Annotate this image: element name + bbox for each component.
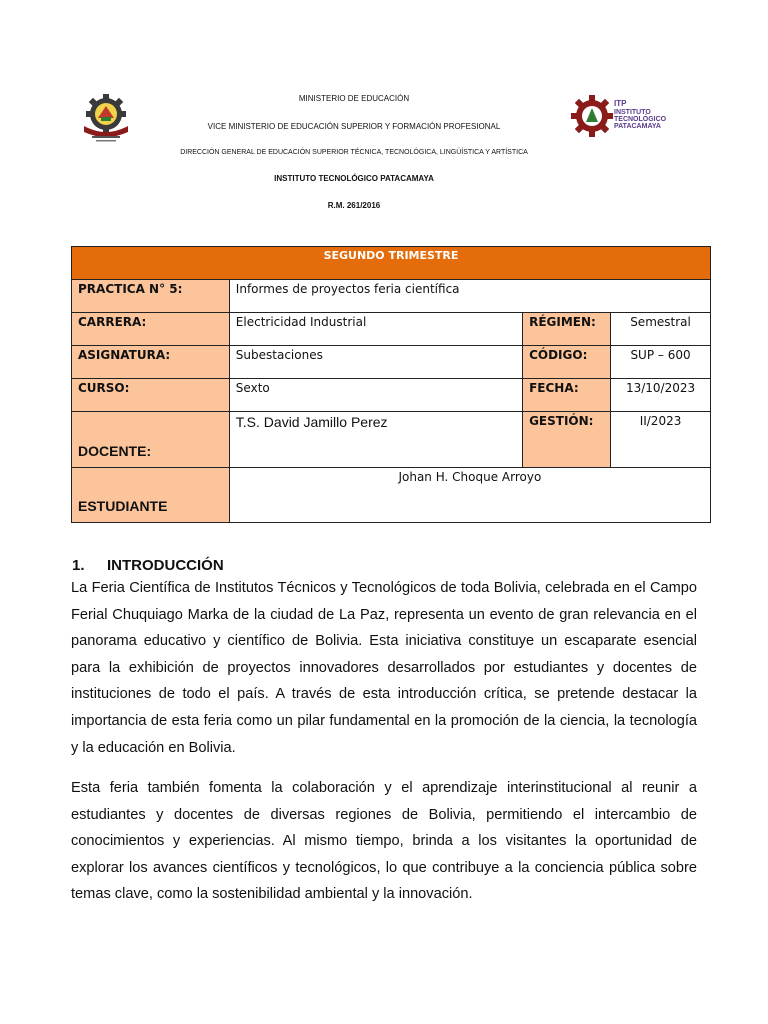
course-info-table bbox=[71, 246, 711, 523]
curso-label: CURSO: bbox=[72, 379, 230, 412]
carrera-value: Electricidad Industrial bbox=[229, 313, 522, 346]
table-row bbox=[72, 280, 711, 313]
carrera-label: CARRERA: bbox=[72, 313, 230, 346]
table-row bbox=[72, 346, 711, 379]
docente-label: DOCENTE: bbox=[72, 412, 230, 468]
header-ministry: MINISTERIO DE EDUCACIÓN bbox=[298, 94, 410, 103]
table-title-row bbox=[72, 247, 711, 280]
intro-paragraph-1: La Feria Científica de Institutos Técnicos y Tecnológicos de toda Bolivia, celebrada en el Campo Ferial Chuquiago Marka de la ciudad de La Paz, representa un evento de gran relevancia en el panorama educativo y científico de Bolivia. Esta iniciativa constituye un escaparate esencial para la exhibición de proyectos innovadores desarrollados por estudiantes y docentes de instituciones de todo el país. A través de esta introducción crítica, se pretende destacar la importancia de esta feria como un pilar fundamental en la promoción de la ciencia, la tecnología y la educación en Bolivia. bbox=[71, 580, 697, 756]
section-title: INTRODUCCIÓN bbox=[107, 557, 224, 574]
header-rm: R.M. 261/2016 bbox=[327, 201, 381, 210]
asignatura-value: Subestaciones bbox=[229, 346, 522, 379]
codigo-value: SUP – 600 bbox=[611, 346, 711, 379]
header-direction: DIRECCIÓN GENERAL DE EDUCACIÓN SUPERIOR TÉCNICA, TECNOLÓGICA, LINGÜÍSTICA Y ARTÍSTICA bbox=[180, 149, 528, 156]
practica-value: Informes de proyectos feria científica bbox=[229, 280, 710, 313]
gestion-value: II/2023 bbox=[611, 412, 711, 468]
table-row bbox=[72, 468, 711, 523]
svg-text:PATACAMAYA: PATACAMAYA bbox=[614, 123, 661, 130]
table-row bbox=[72, 379, 711, 412]
header-institute: INSTITUTO TECNOLÓGICO PATACAMAYA bbox=[274, 174, 434, 183]
svg-text:INSTITUTO: INSTITUTO bbox=[614, 109, 651, 116]
fecha-label: FECHA: bbox=[523, 379, 611, 412]
section-heading bbox=[72, 557, 224, 574]
asignatura-label: ASIGNATURA: bbox=[72, 346, 230, 379]
regimen-value: Semestral bbox=[611, 313, 711, 346]
gestion-label: GESTIÓN: bbox=[523, 412, 611, 468]
table-row bbox=[72, 313, 711, 346]
curso-value: Sexto bbox=[229, 379, 522, 412]
docente-value: T.S. David Jamillo Perez bbox=[229, 412, 522, 468]
intro-paragraph-2: Esta feria también fomenta la colaboración y el aprendizaje interinstitucional al reunir a estudiantes y docentes de diversas regiones de Bolivia, permitiendo el intercambio de conocimientos y experiencias. Al mismo tiempo, brinda a los visitantes la oportunidad de explorar los avances científicos y tecnológicos, lo que contribuye a la conciencia pública sobre temas clave, como la sostenibilidad ambiental y la innovación. bbox=[71, 780, 697, 903]
fecha-value: 13/10/2023 bbox=[611, 379, 711, 412]
svg-text:ITP: ITP bbox=[614, 99, 627, 108]
header-vice-ministry: VICE MINISTERIO DE EDUCACIÓN SUPERIOR Y FORMACIÓN PROFESIONAL bbox=[207, 122, 501, 131]
practica-label: PRACTICA N° 5: bbox=[72, 280, 230, 313]
section-number: 1. bbox=[72, 557, 85, 574]
estudiante-label: ESTUDIANTE bbox=[72, 468, 230, 523]
regimen-label: RÉGIMEN: bbox=[523, 313, 611, 346]
svg-text:TECNOLÓGICO: TECNOLÓGICO bbox=[614, 116, 667, 123]
estudiante-value: Johan H. Choque Arroyo bbox=[229, 468, 710, 523]
codigo-label: CÓDIGO: bbox=[523, 346, 611, 379]
table-row bbox=[72, 412, 711, 468]
table-title: SEGUNDO TRIMESTRE bbox=[72, 247, 711, 280]
